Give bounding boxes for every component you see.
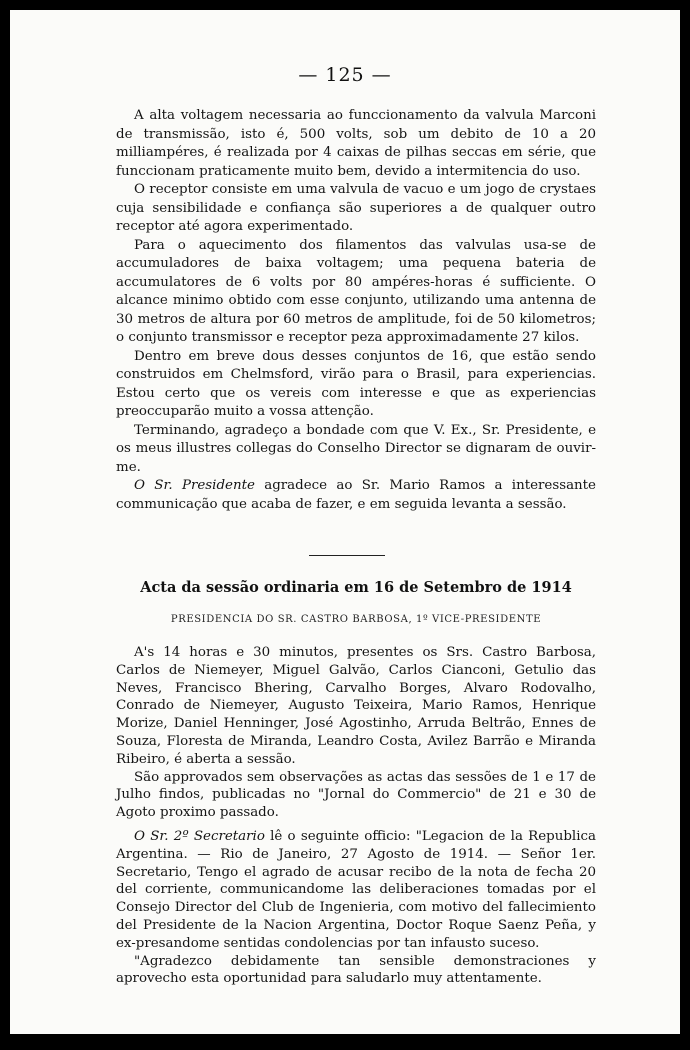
paragraph-letter-closing: "Agradezco debidamente tan sensible demonstraciones y aprovecho esta oportunidad para saludarlo muy attentamente. xyxy=(116,953,596,987)
section-title: Acta da sessão ordinaria em 16 de Setembro de 1914 xyxy=(140,579,572,596)
paragraph-receptor: O receptor consiste em uma valvula de vacuo e um jogo de crystaes cuja sensibilidade e confiança são superiores a de qualquer outro receptor até agora experimentado. xyxy=(116,182,596,234)
section-divider xyxy=(309,555,385,556)
paragraph-heating: Para o aquecimento dos filamentos das valvulas usa-se de accumuladores de baixa voltagem; uma pequena bateria de accumulatores de 6 volts por 80 ampéres-horas é sufficiente. O alcance minimo obtido com esse conjunto, utilizando uma antenna de 30 metros de altura por 60 metros de amplitude, foi de 50 kilometros; o conjunto transmissor e receptor peza approximadamente 27 kilos. xyxy=(116,237,596,345)
top-text-block xyxy=(116,107,596,514)
paragraph-attendance: A's 14 horas e 30 minutos, presentes os Srs. Castro Barbosa, Carlos de Niemeyer, Miguel Galvão, Carlos Cianconi, Getulio das Neves, Francisco Bhering, Carvalho Borges, Alvaro Rodovalho, Conrado de Niemeyer, Augusto Teixeira, Mario Ramos, Henrique Morize, Daniel Henninger, José Agostinho, Arruda Beltrão, Ennes de Souza, Floresta de Miranda, Leandro Costa, Avilez Barrão e Miranda Ribeiro, é aberta a sessão. xyxy=(116,645,596,767)
minutes-text-block xyxy=(116,644,596,988)
paragraph-chelmsford: Dentro em breve dous desses conjuntos de 16, que estão sendo construidos em Chelmsford, virão para o Brasil, para experiencias. Estou certo que os vereis com interesse e que as experiencias preoccuparão muito a vossa attenção. xyxy=(116,348,596,419)
section-subtitle: PRESIDENCIA DO SR. CASTRO BARBOSA, 1º VICE-PRESIDENTE xyxy=(170,614,542,625)
speaker-president: O Sr. Presidente xyxy=(134,478,255,493)
paragraph-approval: São approvados sem observações as actas das sessões de 1 e 17 de Julho findos, publicadas no "Jornal do Commercio" de 21 e 30 de Agoto proximo passado. xyxy=(116,769,596,821)
paragraph-secretary xyxy=(116,828,596,953)
secretary-text: lê o seguinte officio: "Legacion de la Republica Argentina. — Rio de Janeiro, 27 Agosto de 1914. — Señor 1er. Secretario, Tengo el agrado de acusar recibo de la nota de fecha 20 del corriente, communicandome las deliberaciones tomadas por el Consejo Director del Club de Ingenieria, com motivo del fallecimiento del Presidente de la Nacion Argentina, Doctor Roque Saenz Peña, y ex-presandome sentidas condolencias por tan infausto suceso. xyxy=(116,828,596,951)
document-page xyxy=(10,10,680,1034)
page-number: — 125 — xyxy=(298,64,392,86)
paragraph-voltage: A alta voltagem necessaria ao funccionamento da valvula Marconi de transmissão, isto é, 500 volts, sob um debito de 10 a 20 milliampéres, é realizada por 4 caixas de pilhas seccas em série, que funccionam praticamente muito bem, devido a intermitencia do uso. xyxy=(116,108,596,179)
president-text: agradece ao Sr. Mario Ramos a interessante communicação que acaba de fazer, e em seguida levanta a sessão. xyxy=(116,478,596,512)
speaker-secretary: O Sr. 2º Secretario xyxy=(134,828,265,844)
paragraph-closing-remarks: Terminando, agradeço a bondade com que V. Ex., Sr. Presidente, e os meus illustres collegas do Conselho Director se dignaram de ouvir-me. xyxy=(116,422,596,475)
paragraph-president xyxy=(116,477,596,514)
